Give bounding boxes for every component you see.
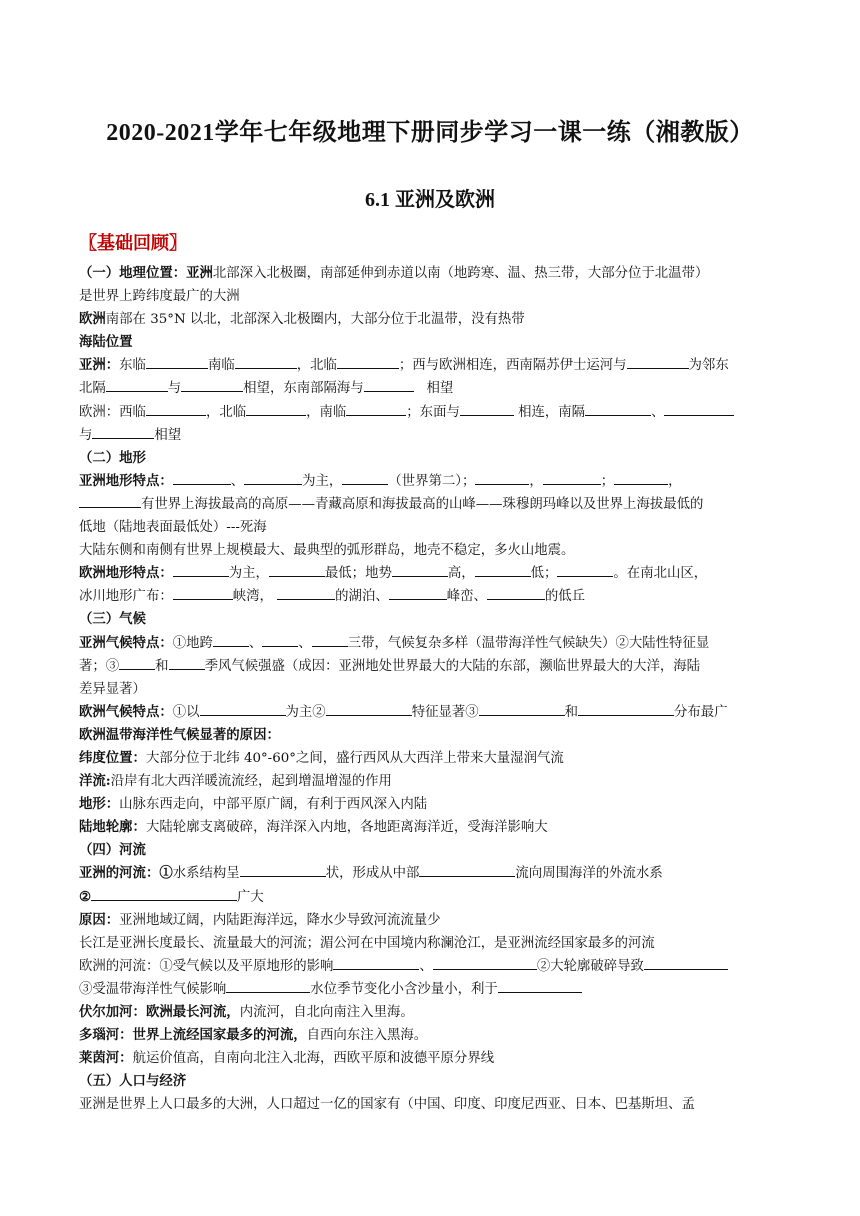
text: 山脉东西走向，中部平原广阔，有利于西风深入内陆 [119, 797, 428, 813]
text-line [79, 909, 789, 932]
text: 的低丘 [544, 589, 586, 605]
text-line [79, 724, 789, 747]
text: 三带，气候复杂多样（温带海洋性气候缺失）②大陆性特征显 [347, 635, 710, 651]
text: ①以 [172, 704, 200, 720]
text-line [79, 862, 789, 885]
text: 地形： [79, 796, 120, 813]
text: 内流河，自北向南注入里海。 [239, 1005, 414, 1020]
document-body [79, 262, 789, 1116]
text: ①地跨 [172, 635, 213, 651]
text: ，北临 [296, 358, 337, 374]
text: ， [529, 473, 543, 489]
text: 状，形成从中部 [325, 866, 420, 882]
text: 自西向东注入黑海。 [306, 1028, 428, 1044]
text-line [79, 516, 789, 539]
blank[interactable] [173, 586, 233, 600]
text: 欧洲地形特点： [79, 565, 173, 582]
text: 低地（陆地表面最低处）---死海 [79, 520, 267, 536]
text-line [79, 839, 789, 862]
text: 最低；地势 [324, 566, 392, 582]
blank[interactable] [312, 633, 348, 647]
text: （世界第二）； [388, 473, 476, 489]
blank[interactable] [627, 355, 689, 369]
text: 亚洲： [79, 357, 120, 374]
text-line [79, 262, 789, 285]
text: 伏尔加河：欧洲最长河流， [79, 1004, 240, 1020]
text-line [79, 401, 789, 424]
text: 峰峦、 [446, 589, 487, 605]
text: 莱茵河： [79, 1050, 133, 1067]
text-line [79, 886, 789, 909]
blank[interactable] [79, 494, 141, 508]
text-line [79, 424, 789, 447]
blank[interactable] [614, 471, 668, 485]
blank[interactable] [392, 563, 448, 577]
blank[interactable] [269, 563, 325, 577]
text-line [79, 770, 789, 793]
text: ③受温带海洋性气候影响 [79, 981, 227, 997]
text-line [79, 493, 789, 516]
text: 相望 [426, 381, 454, 397]
text: 为邻东 [688, 358, 729, 374]
text: ；东面与 [406, 404, 460, 420]
text: 大陆轮廓支离破碎，海洋深入内地，各地距离海洋近，受海洋影响大 [145, 820, 548, 836]
text: 。在南北山区， [613, 566, 708, 582]
text-line [79, 955, 789, 978]
text-line [79, 1001, 789, 1024]
text: （三）气候 [79, 611, 146, 628]
blank[interactable] [146, 402, 206, 416]
blank[interactable] [173, 471, 231, 485]
blank[interactable] [240, 863, 326, 877]
text: 长江是亚洲长度最长、流量最大的河流；湄公河在中国境内称澜沧江，是亚洲流经国家最多的河流 [79, 935, 655, 951]
text: 亚洲地形特点： [79, 472, 173, 489]
blank[interactable] [664, 402, 734, 416]
text: 欧洲温带海洋性气候显著的原因： [79, 726, 280, 743]
text: 和 [564, 704, 579, 720]
text: ；西与欧洲相连，西南隔苏伊士运河与 [398, 358, 627, 374]
blank[interactable] [389, 586, 447, 600]
text: 亚洲的河流： [79, 865, 160, 882]
text: 亚洲气候特点： [79, 634, 173, 651]
section-heading: 〖基础回顾〗 [79, 233, 187, 254]
text: 北隔 [79, 381, 106, 397]
lesson-title: 6.1 亚洲及欧洲 [365, 189, 495, 211]
text: 亚洲地域辽阔，内陆距海洋远，降水少导致河流流量少 [119, 912, 441, 928]
text: 水系结构呈 [172, 866, 240, 882]
blank[interactable] [585, 402, 651, 416]
text-line [79, 331, 789, 354]
blank[interactable] [644, 956, 728, 970]
blank[interactable] [419, 863, 515, 877]
text: 欧洲 [79, 311, 106, 328]
text: 相望 [154, 427, 182, 443]
text-line [79, 932, 789, 955]
blank[interactable] [169, 656, 205, 670]
text: 、 [248, 635, 263, 651]
text: 洋流: [79, 773, 111, 790]
text-line [79, 562, 789, 585]
text: 和 [155, 658, 169, 674]
text: 南临 [207, 358, 235, 374]
text: ②大轮廓破碎导致 [536, 958, 644, 974]
text: 有世界上海拔最高的高原——青藏高原和海拔最高的山峰——珠穆朗玛峰以及世界上海拔最低的 [141, 496, 704, 512]
text-line [79, 308, 789, 331]
text: 亚洲是世界上人口最多的大洲，人口超过一亿的国家有（中国、印度、印度尼西亚、日本、巴基斯坦、孟 [79, 1097, 695, 1113]
blank[interactable] [213, 633, 249, 647]
text-line [79, 354, 789, 377]
text-line [79, 585, 789, 608]
text-line [79, 655, 789, 678]
text: （五）人口与经济 [79, 1073, 187, 1090]
blank[interactable] [181, 378, 243, 392]
text: ，南临 [306, 404, 347, 420]
text: 是世界上跨纬度最广的大洲 [79, 289, 240, 305]
text: 冰川地形广布： [79, 589, 173, 605]
text: 欧洲的河流：①受气候以及平原地形的影响 [79, 958, 334, 974]
blank[interactable] [262, 633, 298, 647]
text: 为主， [228, 566, 269, 582]
text: ； [600, 473, 615, 489]
text: 与 [167, 381, 182, 397]
text: 为主， [302, 473, 343, 489]
blank[interactable] [578, 702, 674, 716]
blank[interactable] [326, 702, 412, 716]
text-line [79, 470, 789, 493]
text: 广大 [237, 889, 264, 905]
text: 与 [79, 427, 93, 443]
blank[interactable] [337, 355, 399, 369]
text-line [79, 608, 789, 631]
text-line [79, 816, 789, 839]
blank[interactable] [235, 355, 297, 369]
blank[interactable] [277, 586, 335, 600]
text: 沿岸有北大西洋暖流流经，起到增温增湿的作用 [110, 774, 392, 790]
text: （一）地理位置：亚洲 [79, 265, 213, 281]
text: 著；③ [79, 658, 120, 674]
text: 、 [419, 958, 433, 974]
text: ① [159, 865, 173, 882]
text: 低； [530, 566, 558, 582]
text-line [79, 1047, 789, 1070]
text: 相望，东南部隔海与 [243, 381, 364, 397]
blank[interactable] [226, 979, 310, 993]
text: 峡湾， [232, 589, 273, 605]
blank[interactable] [433, 956, 537, 970]
text-line [79, 747, 789, 770]
blank[interactable] [364, 378, 414, 392]
text: 水位季节变化小含沙量小，利于 [310, 981, 498, 997]
text: 大部分位于北纬 40°-60°之间，盛行西风从大西洋上带来大量湿润气流 [145, 750, 564, 766]
text-line [79, 1024, 789, 1047]
text: 的湖泊、 [335, 589, 389, 605]
blank[interactable] [333, 956, 419, 970]
text: 季风气候强盛（成因：亚洲地处世界最大的大陆的东部，濒临世界最大的大洋，海陆 [204, 658, 701, 674]
text-line [79, 978, 789, 1001]
blank[interactable] [346, 402, 406, 416]
text: 北部深入北极圈，南部延伸到赤道以南（地跨寒、温、热三带，大部分位于北温带） [212, 266, 709, 281]
blank[interactable] [119, 656, 155, 670]
blank[interactable] [479, 702, 565, 716]
text: 差异显著） [79, 681, 146, 697]
blank[interactable] [92, 425, 154, 439]
blank[interactable] [200, 702, 286, 716]
text-line [79, 1070, 789, 1093]
text: 陆地轮廓： [79, 819, 146, 836]
text-line [79, 701, 789, 724]
text: 东临 [119, 358, 146, 374]
text: 、 [298, 635, 312, 651]
blank[interactable] [173, 563, 229, 577]
text: 欧洲气候特点： [79, 703, 173, 720]
blank[interactable] [244, 471, 302, 485]
text: 、 [230, 473, 245, 489]
text: 大陆东侧和南侧有世界上规模最大、最典型的弧形群岛，地壳不稳定，多火山地震。 [79, 543, 575, 559]
text: 南部在 35°N 以北，北部深入北极圈内，大部分位于北温带，没有热带 [105, 312, 525, 328]
text-line [79, 678, 789, 701]
text: 、 [651, 404, 665, 420]
text-line [79, 632, 789, 655]
text: 分布最广 [674, 704, 728, 720]
blank[interactable] [475, 563, 531, 577]
text-line [79, 793, 789, 816]
text: 原因： [79, 911, 120, 928]
blank[interactable] [498, 979, 582, 993]
blank[interactable] [91, 887, 237, 901]
blank[interactable] [106, 378, 168, 392]
text-line [79, 285, 789, 308]
text: 多瑙河：世界上流经国家最多的河流， [79, 1027, 307, 1044]
text-line [79, 447, 789, 470]
text: 特征显著③ [411, 704, 479, 720]
text: 为主② [285, 704, 326, 720]
text: 相连，南隔 [518, 404, 586, 420]
blank[interactable] [246, 402, 306, 416]
blank[interactable] [475, 471, 529, 485]
document-title: 2020-2021学年七年级地理下册同步学习一课一练（湘教版） [106, 120, 754, 146]
text-line [79, 377, 789, 400]
blank[interactable] [487, 586, 545, 600]
text: ② [79, 888, 92, 905]
blank[interactable] [342, 471, 388, 485]
text: ， [668, 473, 682, 489]
text: ，北临 [205, 404, 247, 420]
text: 欧洲：西临 [79, 404, 146, 420]
text-line [79, 1093, 789, 1116]
text: （四）河流 [79, 842, 146, 859]
blank[interactable] [460, 402, 514, 416]
text: 航运价值高，自南向北注入北海，西欧平原和波德平原分界线 [132, 1051, 495, 1067]
text-line [79, 539, 789, 562]
blank[interactable] [543, 471, 601, 485]
text: 高， [447, 566, 475, 582]
blank[interactable] [146, 355, 208, 369]
text: 海陆位置 [79, 334, 133, 351]
text: 流向周围海洋的外流水系 [515, 866, 663, 882]
blank[interactable] [557, 563, 613, 577]
text: （二）地形 [79, 449, 146, 466]
text: 纬度位置： [79, 749, 146, 766]
